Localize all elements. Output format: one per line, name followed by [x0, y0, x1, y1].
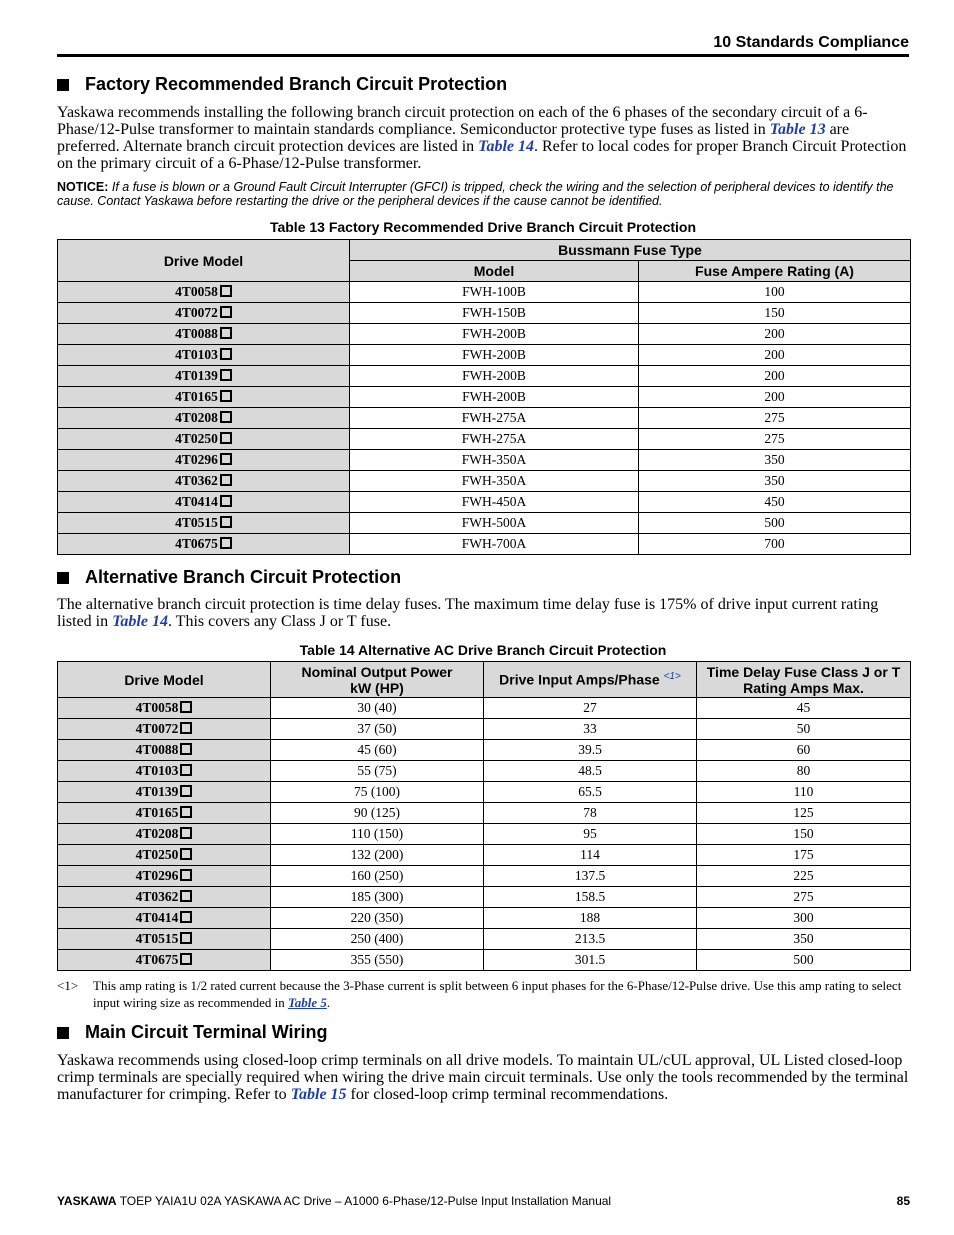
table-row — [58, 803, 911, 824]
fuse-model-cell: FWH-200B — [350, 324, 639, 345]
drive-model-cell: 4T0165 — [58, 803, 271, 824]
table-row — [58, 303, 911, 324]
factory-paragraph: Yaskawa recommends installing the following branch circuit protection on each of the 6 phases of the secondary circuit of a 6-Phase/12-Pulse transformer to maintain standards compliance. Semiconductor protective type fuses as listed in Table 13 are preferred. Alternate branch circuit protection devices are listed in Table 14. Refer to local codes for proper Branch Circuit Protection on the primary circuit of a 6-Phase/12-Pulse transformer. — [57, 104, 907, 172]
checkbox-placeholder-icon — [220, 390, 232, 402]
checkbox-placeholder-icon — [180, 806, 192, 818]
drive-model-cell: 4T0103 — [58, 345, 350, 366]
checkbox-placeholder-icon — [180, 701, 192, 713]
checkbox-placeholder-icon — [220, 327, 232, 339]
table-row — [58, 950, 911, 971]
input-amps-cell: 213.5 — [484, 929, 697, 950]
output-power-cell: 185 (300) — [271, 887, 484, 908]
checkbox-placeholder-icon — [180, 890, 192, 902]
input-amps-cell: 95 — [484, 824, 697, 845]
output-power-cell: 355 (550) — [271, 950, 484, 971]
header-drive-model: Drive Model — [58, 240, 350, 282]
drive-model-cell: 4T0165 — [58, 387, 350, 408]
fuse-rating-cell: 110 — [697, 782, 911, 803]
checkbox-placeholder-icon — [220, 411, 232, 423]
output-power-cell: 55 (75) — [271, 761, 484, 782]
notice: NOTICE: If a fuse is blown or a Ground Fault Circuit Interrupter (GFCI) is tripped, check the wiring and the selection of peripheral devices to identify the cause. Contact Yaskawa before restarting the drive or the peripheral devices if the cause cannot be identified. — [57, 180, 894, 208]
fuse-rating-cell: 275 — [639, 408, 911, 429]
header-fuse-rating: Fuse Ampere Rating (A) — [639, 261, 911, 282]
fuse-rating-cell: 125 — [697, 803, 911, 824]
table-13 — [57, 239, 911, 555]
drive-model-cell: 4T0072 — [58, 719, 271, 740]
output-power-cell: 250 (400) — [271, 929, 484, 950]
input-amps-cell: 27 — [484, 698, 697, 719]
drive-model-cell: 4T0139 — [58, 366, 350, 387]
header-bussmann-fuse-type: Bussmann Fuse Type — [350, 240, 911, 261]
input-amps-cell: 65.5 — [484, 782, 697, 803]
drive-model-cell: 4T0250 — [58, 429, 350, 450]
input-amps-cell: 301.5 — [484, 950, 697, 971]
drive-model-cell: 4T0515 — [58, 513, 350, 534]
output-power-cell: 160 (250) — [271, 866, 484, 887]
fuse-model-cell: FWH-275A — [350, 408, 639, 429]
table-row — [58, 845, 911, 866]
table-14-caption: Table 14 Alternative AC Drive Branch Circuit Protection — [299, 642, 667, 658]
fuse-rating-cell: 450 — [639, 492, 911, 513]
drive-model-cell: 4T0296 — [58, 866, 271, 887]
notice-label: NOTICE: — [57, 180, 109, 194]
table-row — [58, 408, 911, 429]
output-power-cell: 37 (50) — [271, 719, 484, 740]
section-title: Main Circuit Terminal Wiring — [85, 1022, 328, 1042]
bullet-square-icon — [57, 572, 69, 584]
drive-model-cell: 4T0414 — [58, 908, 271, 929]
table-row — [58, 534, 911, 555]
drive-model-cell: 4T0296 — [58, 450, 350, 471]
fuse-rating-cell: 350 — [639, 471, 911, 492]
header-drive-model: Drive Model — [58, 662, 271, 698]
page-number: 85 — [896, 1194, 910, 1208]
drive-model-cell: 4T0208 — [58, 824, 271, 845]
output-power-cell: 110 (150) — [271, 824, 484, 845]
fuse-model-cell: FWH-350A — [350, 471, 639, 492]
fuse-model-cell: FWH-350A — [350, 450, 639, 471]
checkbox-placeholder-icon — [180, 911, 192, 923]
drive-model-cell: 4T0088 — [58, 324, 350, 345]
drive-model-cell: 4T0072 — [58, 303, 350, 324]
drive-model-cell: 4T0058 — [58, 282, 350, 303]
input-amps-cell: 137.5 — [484, 866, 697, 887]
section-heading-factory — [57, 74, 507, 95]
checkbox-placeholder-icon — [180, 827, 192, 839]
input-amps-cell: 39.5 — [484, 740, 697, 761]
alternative-paragraph: The alternative branch circuit protection is time delay fuses. The maximum time delay fuse is 175% of drive input current rating listed in Table 14. This covers any Class J or T fuse. — [57, 596, 879, 630]
table-row — [58, 698, 911, 719]
drive-model-cell: 4T0250 — [58, 845, 271, 866]
fuse-model-cell: FWH-700A — [350, 534, 639, 555]
checkbox-placeholder-icon — [220, 453, 232, 465]
fuse-model-cell: FWH-200B — [350, 345, 639, 366]
table-13-caption: Table 13 Factory Recommended Drive Branch Circuit Protection — [269, 219, 697, 235]
fuse-rating-cell: 200 — [639, 345, 911, 366]
header-nominal-output-power: Nominal Output Power kW (HP) — [271, 662, 484, 698]
header-rule — [57, 54, 909, 57]
link-table-13[interactable]: Table 13 — [769, 121, 826, 138]
main-circuit-paragraph: Yaskawa recommends using closed-loop crimp terminals on all drive models. To maintain UL/cUL approval, UL Listed closed-loop crimp terminals are specially required when wiring the drive main circuit terminals. Use only the tools recommended by the terminal manufacturer for crimping. Refer to Table 15 for closed-loop crimp terminal recommendations. — [57, 1052, 909, 1103]
table-row — [58, 429, 911, 450]
table-14 — [57, 661, 911, 971]
footer-doc-title: YASKAWA TOEP YAIA1U 02A YASKAWA AC Drive – A1000 6-Phase/12-Pulse Input Installation Manual — [57, 1194, 612, 1208]
checkbox-placeholder-icon — [180, 764, 192, 776]
header-fuse-model: Model — [350, 261, 639, 282]
fuse-rating-cell: 50 — [697, 719, 911, 740]
fuse-model-cell: FWH-100B — [350, 282, 639, 303]
table-row — [58, 345, 911, 366]
table-row — [58, 929, 911, 950]
fuse-rating-cell: 700 — [639, 534, 911, 555]
fuse-model-cell: FWH-275A — [350, 429, 639, 450]
input-amps-cell: 114 — [484, 845, 697, 866]
checkbox-placeholder-icon — [220, 495, 232, 507]
checkbox-placeholder-icon — [220, 537, 232, 549]
table-row — [58, 887, 911, 908]
footnote — [57, 977, 910, 1011]
table-row — [58, 719, 911, 740]
fuse-rating-cell: 275 — [697, 887, 911, 908]
fuse-rating-cell: 225 — [697, 866, 911, 887]
fuse-rating-cell: 275 — [639, 429, 911, 450]
fuse-rating-cell: 200 — [639, 324, 911, 345]
bullet-square-icon — [57, 1027, 69, 1039]
footnote-text: This amp rating is 1/2 rated current because the 3-Phase current is split between 6 input phases for the 6-Phase/12-Pulse drive. Use this amp rating to select input wiring size as recommended in Table 5. — [93, 978, 902, 1010]
fuse-rating-cell: 100 — [639, 282, 911, 303]
header-time-delay-fuse: Time Delay Fuse Class J or T Rating Amps Max. — [697, 662, 911, 698]
drive-model-cell: 4T0675 — [58, 950, 271, 971]
drive-model-cell: 4T0139 — [58, 782, 271, 803]
link-table-5[interactable]: Table 5 — [287, 995, 327, 1010]
output-power-cell: 132 (200) — [271, 845, 484, 866]
table-row — [58, 513, 911, 534]
footnote-number: <1> — [57, 978, 79, 993]
fuse-rating-cell: 175 — [697, 845, 911, 866]
output-power-cell: 90 (125) — [271, 803, 484, 824]
drive-model-cell: 4T0058 — [58, 698, 271, 719]
table-row — [58, 908, 911, 929]
fuse-rating-cell: 150 — [639, 303, 911, 324]
input-amps-cell: 33 — [484, 719, 697, 740]
section-heading-main-circuit — [57, 1022, 328, 1043]
drive-model-cell: 4T0362 — [58, 471, 350, 492]
table-row — [58, 740, 911, 761]
fuse-model-cell: FWH-200B — [350, 387, 639, 408]
link-table-15[interactable]: Table 15 — [290, 1086, 347, 1103]
checkbox-placeholder-icon — [180, 932, 192, 944]
fuse-rating-cell: 150 — [697, 824, 911, 845]
section-title: Factory Recommended Branch Circuit Protection — [85, 74, 508, 94]
table-row — [58, 471, 911, 492]
output-power-cell: 45 (60) — [271, 740, 484, 761]
table-row — [58, 866, 911, 887]
table-row — [58, 782, 911, 803]
input-amps-cell: 188 — [484, 908, 697, 929]
checkbox-placeholder-icon — [220, 285, 232, 297]
section-title: Alternative Branch Circuit Protection — [85, 567, 402, 587]
table-row — [58, 824, 911, 845]
page-footer — [57, 1194, 910, 1208]
fuse-rating-cell: 80 — [697, 761, 911, 782]
footnote-ref[interactable]: <1> — [663, 671, 681, 683]
table-row — [58, 366, 911, 387]
fuse-model-cell: FWH-500A — [350, 513, 639, 534]
drive-model-cell: 4T0362 — [58, 887, 271, 908]
table-row — [58, 324, 911, 345]
fuse-rating-cell: 300 — [697, 908, 911, 929]
input-amps-cell: 158.5 — [484, 887, 697, 908]
checkbox-placeholder-icon — [180, 953, 192, 965]
chapter-title: 10 Standards Compliance — [713, 34, 909, 51]
bullet-square-icon — [57, 79, 69, 91]
link-table-14[interactable]: Table 14 — [112, 613, 168, 630]
drive-model-cell: 4T0088 — [58, 740, 271, 761]
drive-model-cell: 4T0103 — [58, 761, 271, 782]
fuse-rating-cell: 500 — [697, 950, 911, 971]
checkbox-placeholder-icon — [180, 785, 192, 797]
input-amps-cell: 78 — [484, 803, 697, 824]
fuse-model-cell: FWH-200B — [350, 366, 639, 387]
header-drive-input-amps: Drive Input Amps/Phase $^{<1>}$ — [484, 662, 697, 698]
fuse-rating-cell: 200 — [639, 387, 911, 408]
table-row — [58, 282, 911, 303]
fuse-rating-cell: 200 — [639, 366, 911, 387]
link-table-14[interactable]: Table 14 — [478, 138, 534, 155]
drive-model-cell: 4T0675 — [58, 534, 350, 555]
checkbox-placeholder-icon — [180, 869, 192, 881]
checkbox-placeholder-icon — [220, 369, 232, 381]
drive-model-cell: 4T0414 — [58, 492, 350, 513]
fuse-model-cell: FWH-150B — [350, 303, 639, 324]
drive-model-cell: 4T0208 — [58, 408, 350, 429]
checkbox-placeholder-icon — [220, 474, 232, 486]
checkbox-placeholder-icon — [220, 516, 232, 528]
input-amps-cell: 48.5 — [484, 761, 697, 782]
fuse-rating-cell: 45 — [697, 698, 911, 719]
checkbox-placeholder-icon — [180, 722, 192, 734]
table-row — [58, 450, 911, 471]
output-power-cell: 75 (100) — [271, 782, 484, 803]
checkbox-placeholder-icon — [220, 432, 232, 444]
fuse-rating-cell: 500 — [639, 513, 911, 534]
output-power-cell: 30 (40) — [271, 698, 484, 719]
output-power-cell: 220 (350) — [271, 908, 484, 929]
checkbox-placeholder-icon — [220, 348, 232, 360]
checkbox-placeholder-icon — [180, 848, 192, 860]
table-row — [58, 387, 911, 408]
section-heading-alternative — [57, 567, 401, 588]
drive-model-cell: 4T0515 — [58, 929, 271, 950]
checkbox-placeholder-icon — [180, 743, 192, 755]
fuse-model-cell: FWH-450A — [350, 492, 639, 513]
checkbox-placeholder-icon — [220, 306, 232, 318]
table-row — [58, 761, 911, 782]
table-row — [58, 492, 911, 513]
fuse-rating-cell: 60 — [697, 740, 911, 761]
fuse-rating-cell: 350 — [639, 450, 911, 471]
fuse-rating-cell: 350 — [697, 929, 911, 950]
